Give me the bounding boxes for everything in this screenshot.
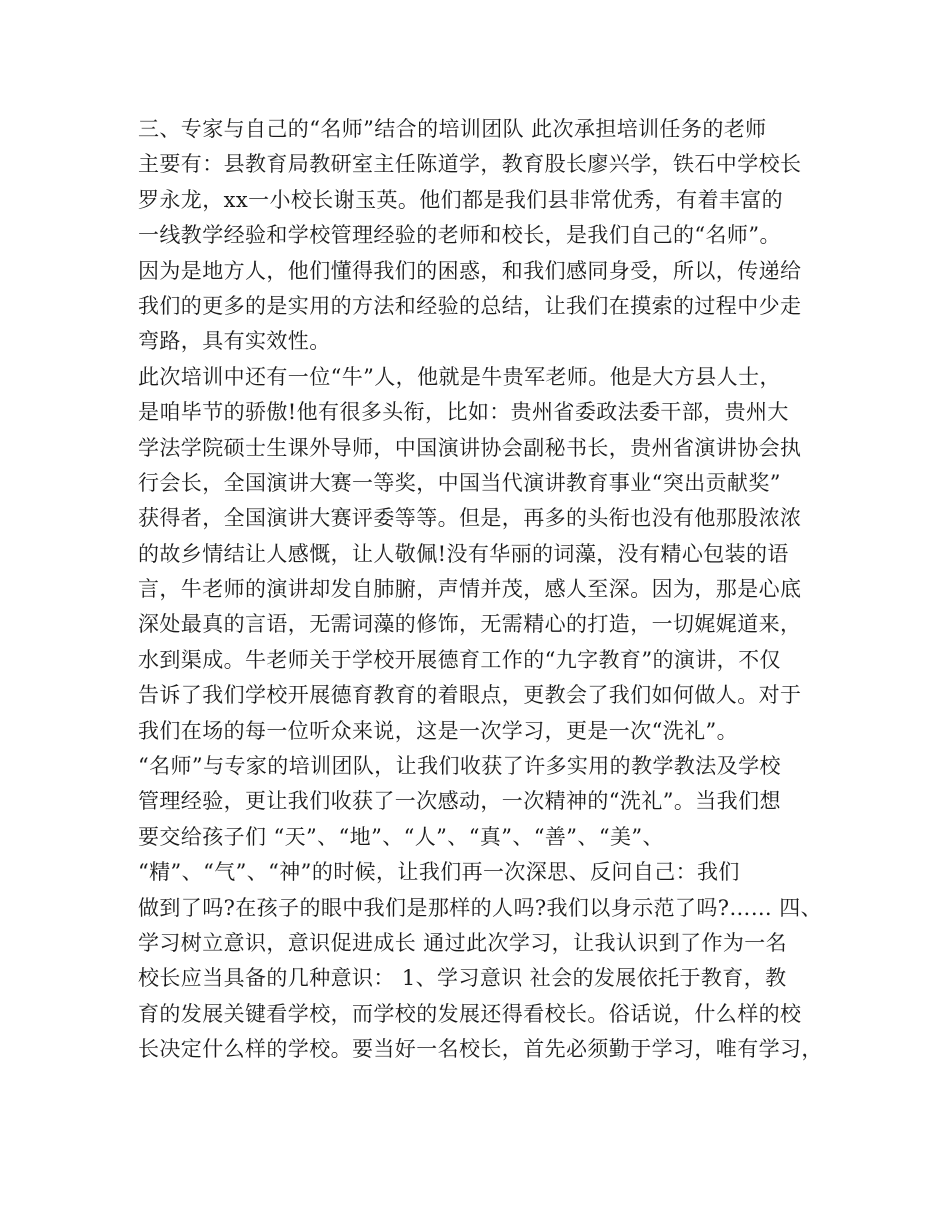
text-line: “精”、“气”、“神”的时候，让我们再一次深思、反问自己：我们 xyxy=(138,860,740,885)
text-line: 一线教学经验和学校管理经验的老师和校长，是我们自己的“名师”。 xyxy=(138,223,781,248)
text-line: 深处最真的言语，无需词藻的修饰，无需精心的打造，一切娓娓道来， xyxy=(138,612,802,637)
text-line: 行会长，全国演讲大赛一等奖，中国当代演讲教育事业“突出贡献奖” xyxy=(138,470,781,495)
text-line: 是咱毕节的骄傲!他有很多头衔，比如：贵州省委政法委干部，贵州大 xyxy=(138,400,789,425)
text-line: 此次培训中还有一位“牛”人，他就是牛贵军老师。他是大方县人士， xyxy=(138,364,781,389)
text-line: 罗永龙，xx一小校长谢玉英。他们都是我们县非常优秀，有着丰富的 xyxy=(138,187,784,212)
text-line: 要交给孩子们 “天”、“地”、“人”、“真”、“善”、“美”、 xyxy=(138,824,664,849)
text-line: 因为是地方人，他们懂得我们的困惑，和我们感同身受，所以，传递给 xyxy=(138,258,802,283)
text-line: 管理经验，更让我们收获了一次感动，一次精神的“洗礼”。当我们想 xyxy=(138,789,781,814)
text-line: 获得者，全国演讲大赛评委等等。但是，再多的头衔也没有他那股浓浓 xyxy=(138,506,802,531)
text-line: 学法学院硕士生课外导师，中国演讲协会副秘书长，贵州省演讲协会执 xyxy=(138,435,802,460)
text-line: 弯路，具有实效性。 xyxy=(138,329,331,354)
text-line: 长决定什么样的学校。要当好一名校长，首先必须勤于学习，唯有学习， xyxy=(138,1037,823,1062)
text-line: 告诉了我们学校开展德育教育的着眼点，更教会了我们如何做人。对于 xyxy=(138,683,802,708)
text-line: 学习树立意识，意识促进成长 通过此次学习，让我认识到了作为一名 xyxy=(138,930,788,955)
text-line: “名师”与专家的培训团队，让我们收获了许多实用的教学教法及学校 xyxy=(138,754,781,779)
text-line: 水到渠成。牛老师关于学校开展德育工作的“九字教育”的演讲，不仅 xyxy=(138,647,781,672)
text-line: 三、专家与自己的“名师”结合的培训团队 此次承担培训任务的老师 xyxy=(138,117,767,141)
text-line: 主要有：县教育局教研室主任陈道学，教育股长廖兴学，铁石中学校长 xyxy=(138,152,802,177)
text-line: 做到了吗?在孩子的眼中我们是那样的人吗?我们以身示范了吗?…… 四、 xyxy=(138,895,823,920)
text-line: 我们的更多的是实用的方法和经验的总结，让我们在摸索的过程中少走 xyxy=(138,293,802,318)
body-text xyxy=(138,112,828,1068)
text-line: 的故乡情结让人感慨，让人敬佩!没有华丽的词藻，没有精心包装的语 xyxy=(138,541,789,566)
text-line: 言，牛老师的演讲却发自肺腑，声情并茂，感人至深。因为，那是心底 xyxy=(138,577,802,602)
text-line: 育的发展关键看学校，而学校的发展还得看校长。俗话说，什么样的校 xyxy=(138,1001,802,1026)
text-line: 校长应当具备的几种意识： 1、学习意识 社会的发展依托于教育，教 xyxy=(138,966,787,991)
text-line: 我们在场的每一位听众来说，这是一次学习，更是一次“洗礼”。 xyxy=(138,718,739,743)
